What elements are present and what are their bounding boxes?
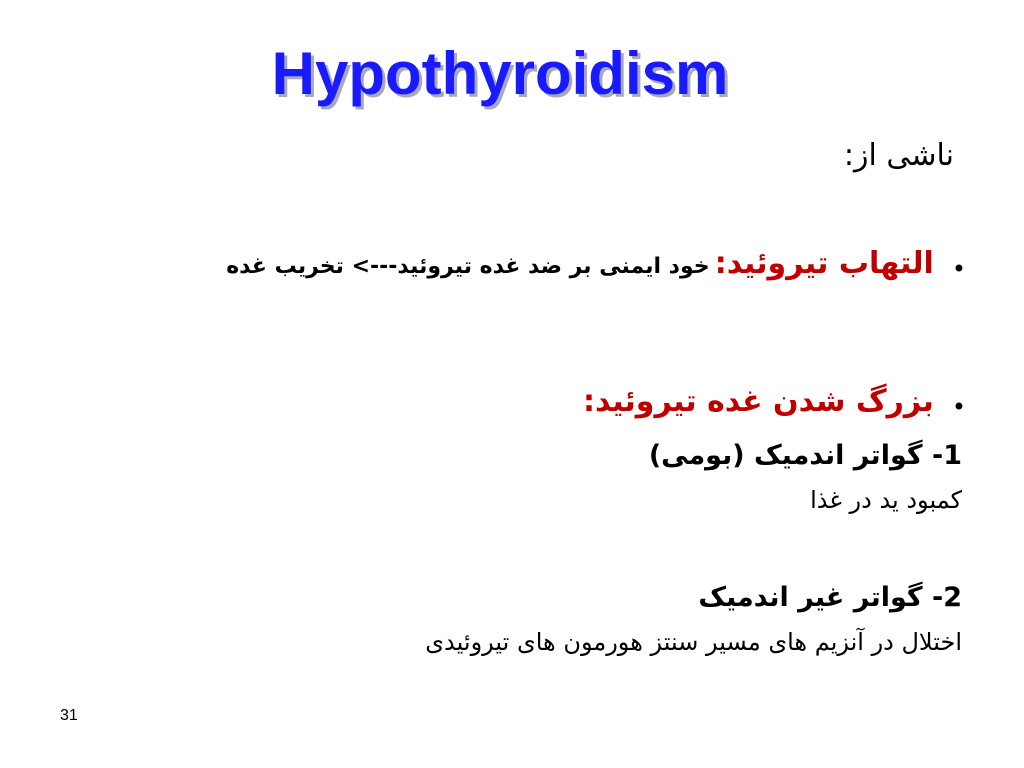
endemic-goiter-title: 1- گواتر اندمیک (بومی) — [648, 440, 962, 471]
thyroiditis-detail: خود ایمنی بر ضد غده تیروئید---> تخریب غده — [226, 254, 710, 279]
cause-heading: ناشی از: — [843, 138, 954, 173]
non-endemic-goiter-title: 2- گواتر غیر اندمیک — [698, 582, 962, 613]
slide-title: Hypothyroidism — [271, 40, 729, 107]
bullet-item-goiter — [583, 384, 966, 421]
bullet-icon: • — [951, 254, 966, 283]
goiter-label: بزرگ شدن غده تیروئید: — [582, 384, 934, 419]
non-endemic-goiter-description: اختلال در آنزیم های مسیر سنتز هورمون های تیروئیدی — [425, 628, 962, 656]
bullet-icon: • — [951, 392, 966, 421]
bullet-item-thyroiditis — [226, 246, 966, 283]
page-number: 31 — [60, 707, 78, 724]
endemic-goiter-description: کمبود ید در غذا — [810, 486, 962, 514]
thyroiditis-label: التهاب تیروئید: — [714, 246, 934, 281]
